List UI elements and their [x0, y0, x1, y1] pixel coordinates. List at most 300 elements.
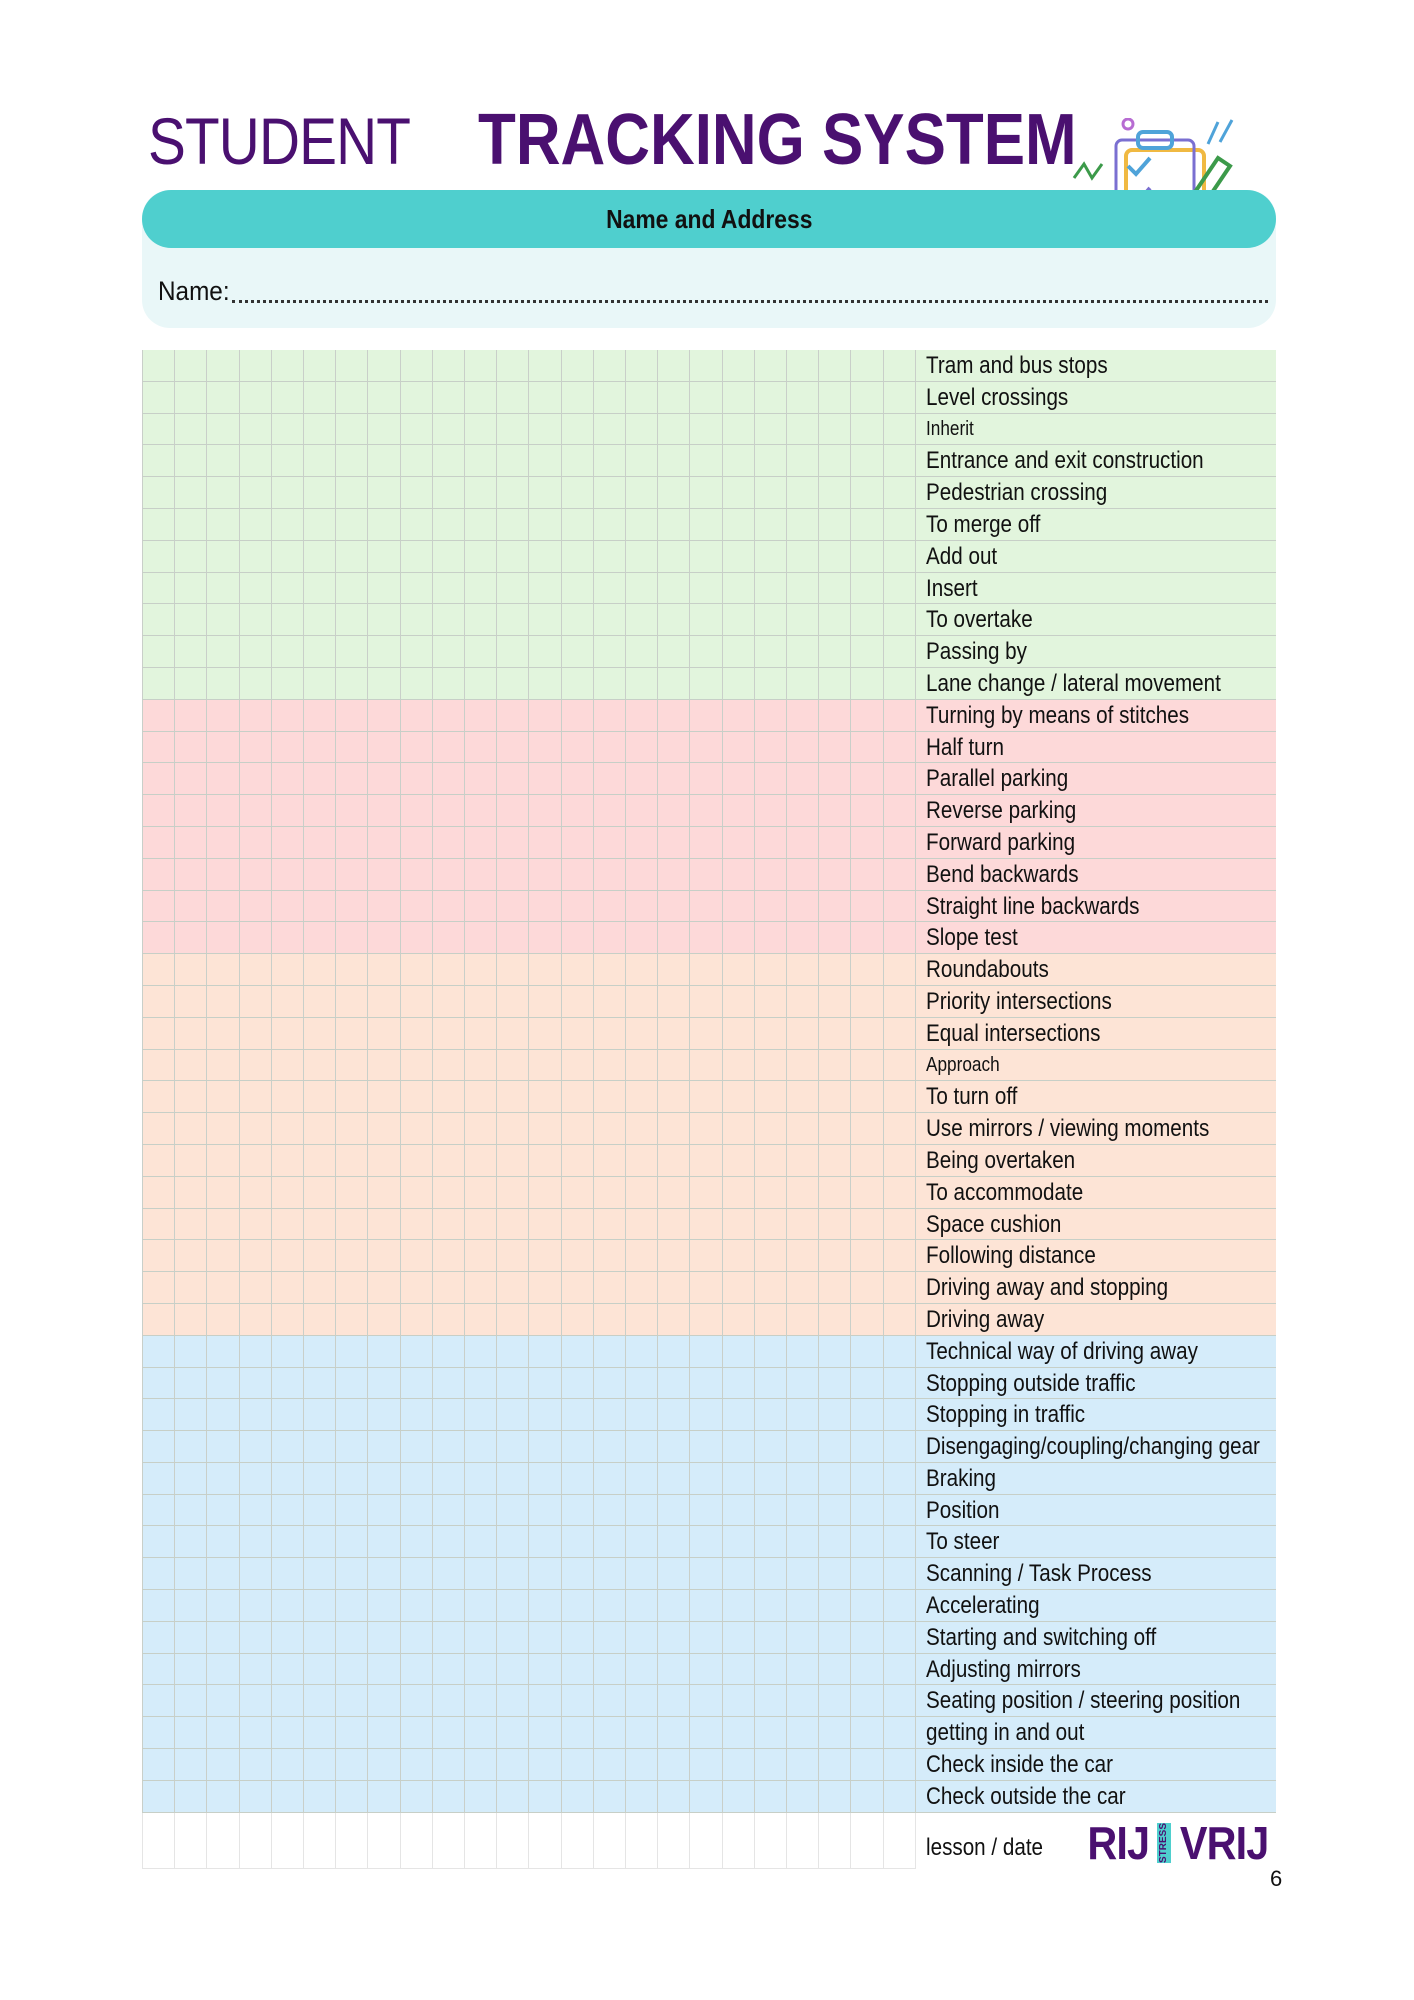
tick-cell[interactable] [304, 541, 336, 572]
tick-cell[interactable] [658, 668, 690, 699]
tick-cell[interactable] [240, 732, 272, 763]
tick-cell[interactable] [755, 700, 787, 731]
tick-cell[interactable] [529, 573, 561, 604]
tick-cell[interactable] [626, 1526, 658, 1557]
tick-cell[interactable] [787, 954, 819, 985]
tick-cell[interactable] [368, 827, 400, 858]
tick-cell[interactable] [787, 668, 819, 699]
tick-cell[interactable] [143, 1622, 175, 1653]
tick-cell[interactable] [497, 1399, 529, 1430]
tick-cell[interactable] [304, 700, 336, 731]
tick-cell[interactable] [626, 350, 658, 381]
tick-cell[interactable] [336, 1113, 368, 1144]
tick-cell[interactable] [690, 954, 722, 985]
tick-cell[interactable] [626, 604, 658, 635]
tick-cell[interactable] [465, 827, 497, 858]
tick-cell[interactable] [240, 1368, 272, 1399]
tick-cell[interactable] [497, 1622, 529, 1653]
tick-cell[interactable] [626, 1558, 658, 1589]
tick-cell[interactable] [465, 1654, 497, 1685]
tick-cell[interactable] [723, 1113, 755, 1144]
tick-cell[interactable] [594, 541, 626, 572]
tick-cell[interactable] [819, 1749, 851, 1780]
tick-cell[interactable] [272, 827, 304, 858]
tick-cell[interactable] [690, 1654, 722, 1685]
tick-cell[interactable] [304, 1685, 336, 1716]
tick-cell[interactable] [658, 1145, 690, 1176]
tick-cell[interactable] [368, 604, 400, 635]
tick-cell[interactable] [787, 1209, 819, 1240]
tick-cell[interactable] [529, 859, 561, 890]
tick-cell[interactable] [529, 1368, 561, 1399]
tick-cell[interactable] [368, 445, 400, 476]
tick-cell[interactable] [433, 1431, 465, 1462]
tick-cell[interactable] [497, 891, 529, 922]
tick-cell[interactable] [594, 1431, 626, 1462]
tick-cell[interactable] [207, 954, 239, 985]
tick-cell[interactable] [755, 1590, 787, 1621]
tick-cell[interactable] [690, 1590, 722, 1621]
tick-cell[interactable] [304, 1717, 336, 1748]
tick-cell[interactable] [175, 795, 207, 826]
tick-cell[interactable] [723, 1526, 755, 1557]
tick-cell[interactable] [819, 859, 851, 890]
tick-cell[interactable] [658, 1749, 690, 1780]
tick-cell[interactable] [143, 1145, 175, 1176]
tick-cell[interactable] [143, 1081, 175, 1112]
tick-cell[interactable] [884, 922, 916, 953]
tick-cell[interactable] [851, 1240, 883, 1271]
tick-cell[interactable] [594, 1685, 626, 1716]
tick-cell[interactable] [304, 891, 336, 922]
tick-cell[interactable] [851, 1526, 883, 1557]
tick-cell[interactable] [884, 1050, 916, 1081]
tick-cell[interactable] [240, 1113, 272, 1144]
tick-cell[interactable] [884, 1749, 916, 1780]
tick-cell[interactable] [755, 573, 787, 604]
tick-cell[interactable] [272, 1781, 304, 1812]
tick-cell[interactable] [175, 1526, 207, 1557]
tick-cell[interactable] [272, 509, 304, 540]
tick-cell[interactable] [240, 1558, 272, 1589]
tick-cell[interactable] [336, 1495, 368, 1526]
tick-cell[interactable] [529, 1240, 561, 1271]
tick-cell[interactable] [658, 541, 690, 572]
tick-cell[interactable] [336, 1304, 368, 1335]
tick-cell[interactable] [465, 1685, 497, 1716]
tick-cell[interactable] [594, 1495, 626, 1526]
tick-cell[interactable] [723, 1272, 755, 1303]
tick-cell[interactable] [819, 763, 851, 794]
tick-cell[interactable] [562, 1145, 594, 1176]
tick-cell[interactable] [240, 891, 272, 922]
tick-cell[interactable] [497, 1177, 529, 1208]
tick-cell[interactable] [819, 1399, 851, 1430]
tick-cell[interactable] [884, 1399, 916, 1430]
tick-cell[interactable] [529, 509, 561, 540]
tick-cell[interactable] [884, 763, 916, 794]
tick-cell[interactable] [272, 1526, 304, 1557]
tick-cell[interactable] [240, 1240, 272, 1271]
tick-cell[interactable] [433, 382, 465, 413]
tick-cell[interactable] [401, 1018, 433, 1049]
tick-cell[interactable] [819, 573, 851, 604]
tick-cell[interactable] [626, 1431, 658, 1462]
tick-cell[interactable] [497, 1050, 529, 1081]
tick-cell[interactable] [304, 1113, 336, 1144]
tick-cell[interactable] [336, 1018, 368, 1049]
tick-cell[interactable] [401, 573, 433, 604]
tick-cell[interactable] [336, 859, 368, 890]
tick-cell[interactable] [529, 700, 561, 731]
tick-cell[interactable] [240, 827, 272, 858]
tick-cell[interactable] [336, 1177, 368, 1208]
tick-cell[interactable] [723, 573, 755, 604]
tick-cell[interactable] [658, 604, 690, 635]
tick-cell[interactable] [755, 604, 787, 635]
tick-cell[interactable] [336, 1240, 368, 1271]
tick-cell[interactable] [433, 1368, 465, 1399]
tick-cell[interactable] [401, 1526, 433, 1557]
tick-cell[interactable] [336, 1654, 368, 1685]
tick-cell[interactable] [272, 541, 304, 572]
tick-cell[interactable] [562, 700, 594, 731]
tick-cell[interactable] [819, 509, 851, 540]
tick-cell[interactable] [594, 763, 626, 794]
tick-cell[interactable] [529, 1304, 561, 1335]
tick-cell[interactable] [594, 795, 626, 826]
tick-cell[interactable] [368, 795, 400, 826]
tick-cell[interactable] [272, 1081, 304, 1112]
tick-cell[interactable] [755, 1717, 787, 1748]
tick-cell[interactable] [529, 1781, 561, 1812]
tick-cell[interactable] [304, 1813, 336, 1869]
tick-cell[interactable] [336, 827, 368, 858]
tick-cell[interactable] [626, 1813, 658, 1869]
tick-cell[interactable] [272, 1654, 304, 1685]
tick-cell[interactable] [658, 891, 690, 922]
tick-cell[interactable] [787, 636, 819, 667]
tick-cell[interactable] [819, 1018, 851, 1049]
tick-cell[interactable] [401, 1781, 433, 1812]
tick-cell[interactable] [690, 922, 722, 953]
tick-cell[interactable] [433, 604, 465, 635]
tick-cell[interactable] [272, 1177, 304, 1208]
tick-cell[interactable] [787, 573, 819, 604]
tick-cell[interactable] [433, 1654, 465, 1685]
tick-cell[interactable] [626, 477, 658, 508]
tick-cell[interactable] [401, 922, 433, 953]
tick-cell[interactable] [884, 827, 916, 858]
tick-cell[interactable] [368, 477, 400, 508]
tick-cell[interactable] [626, 859, 658, 890]
tick-cell[interactable] [658, 1113, 690, 1144]
tick-cell[interactable] [562, 922, 594, 953]
tick-cell[interactable] [626, 1304, 658, 1335]
tick-cell[interactable] [401, 700, 433, 731]
tick-cell[interactable] [626, 1209, 658, 1240]
tick-cell[interactable] [562, 1431, 594, 1462]
tick-cell[interactable] [465, 891, 497, 922]
tick-cell[interactable] [723, 636, 755, 667]
tick-cell[interactable] [658, 732, 690, 763]
tick-cell[interactable] [884, 1336, 916, 1367]
tick-cell[interactable] [723, 1654, 755, 1685]
tick-cell[interactable] [497, 954, 529, 985]
tick-cell[interactable] [497, 1590, 529, 1621]
tick-cell[interactable] [240, 859, 272, 890]
tick-cell[interactable] [433, 859, 465, 890]
tick-cell[interactable] [529, 668, 561, 699]
tick-cell[interactable] [851, 573, 883, 604]
tick-cell[interactable] [497, 414, 529, 445]
tick-cell[interactable] [562, 1590, 594, 1621]
tick-cell[interactable] [626, 1685, 658, 1716]
tick-cell[interactable] [304, 1463, 336, 1494]
tick-cell[interactable] [207, 604, 239, 635]
tick-cell[interactable] [658, 350, 690, 381]
tick-cell[interactable] [884, 1368, 916, 1399]
tick-cell[interactable] [272, 414, 304, 445]
tick-cell[interactable] [207, 1717, 239, 1748]
tick-cell[interactable] [207, 1209, 239, 1240]
tick-cell[interactable] [304, 1495, 336, 1526]
tick-cell[interactable] [497, 1685, 529, 1716]
tick-cell[interactable] [626, 1590, 658, 1621]
tick-cell[interactable] [175, 1336, 207, 1367]
tick-cell[interactable] [207, 1368, 239, 1399]
tick-cell[interactable] [465, 414, 497, 445]
tick-cell[interactable] [401, 1272, 433, 1303]
tick-cell[interactable] [723, 1336, 755, 1367]
tick-cell[interactable] [755, 1113, 787, 1144]
tick-cell[interactable] [690, 1495, 722, 1526]
tick-cell[interactable] [658, 1399, 690, 1430]
tick-cell[interactable] [787, 795, 819, 826]
tick-cell[interactable] [465, 509, 497, 540]
tick-cell[interactable] [497, 1081, 529, 1112]
tick-cell[interactable] [787, 541, 819, 572]
tick-cell[interactable] [497, 700, 529, 731]
tick-cell[interactable] [562, 1368, 594, 1399]
tick-cell[interactable] [690, 1368, 722, 1399]
tick-cell[interactable] [143, 922, 175, 953]
tick-cell[interactable] [368, 382, 400, 413]
tick-cell[interactable] [787, 763, 819, 794]
tick-cell[interactable] [851, 954, 883, 985]
tick-cell[interactable] [465, 700, 497, 731]
tick-cell[interactable] [207, 827, 239, 858]
tick-cell[interactable] [465, 1145, 497, 1176]
tick-cell[interactable] [497, 859, 529, 890]
tick-cell[interactable] [851, 859, 883, 890]
tick-cell[interactable] [819, 1622, 851, 1653]
tick-cell[interactable] [851, 700, 883, 731]
tick-cell[interactable] [433, 922, 465, 953]
tick-cell[interactable] [336, 922, 368, 953]
tick-cell[interactable] [465, 1526, 497, 1557]
tick-cell[interactable] [884, 1463, 916, 1494]
tick-cell[interactable] [529, 1018, 561, 1049]
tick-cell[interactable] [207, 1177, 239, 1208]
tick-cell[interactable] [562, 1813, 594, 1869]
tick-cell[interactable] [690, 1113, 722, 1144]
tick-cell[interactable] [401, 445, 433, 476]
tick-cell[interactable] [143, 636, 175, 667]
tick-cell[interactable] [240, 509, 272, 540]
tick-cell[interactable] [240, 477, 272, 508]
tick-cell[interactable] [658, 445, 690, 476]
tick-cell[interactable] [497, 1495, 529, 1526]
tick-cell[interactable] [562, 1685, 594, 1716]
tick-cell[interactable] [175, 1272, 207, 1303]
tick-cell[interactable] [143, 795, 175, 826]
tick-cell[interactable] [175, 1177, 207, 1208]
tick-cell[interactable] [787, 1558, 819, 1589]
tick-cell[interactable] [368, 954, 400, 985]
tick-cell[interactable] [819, 891, 851, 922]
tick-cell[interactable] [594, 922, 626, 953]
tick-cell[interactable] [594, 509, 626, 540]
tick-cell[interactable] [723, 986, 755, 1017]
tick-cell[interactable] [433, 1813, 465, 1869]
tick-cell[interactable] [626, 891, 658, 922]
tick-cell[interactable] [240, 445, 272, 476]
tick-cell[interactable] [562, 1304, 594, 1335]
tick-cell[interactable] [207, 1240, 239, 1271]
tick-cell[interactable] [207, 509, 239, 540]
tick-cell[interactable] [884, 1177, 916, 1208]
tick-cell[interactable] [368, 1590, 400, 1621]
tick-cell[interactable] [690, 700, 722, 731]
tick-cell[interactable] [626, 573, 658, 604]
tick-cell[interactable] [497, 1336, 529, 1367]
tick-cell[interactable] [562, 1399, 594, 1430]
tick-cell[interactable] [465, 795, 497, 826]
tick-cell[interactable] [690, 668, 722, 699]
tick-cell[interactable] [562, 350, 594, 381]
tick-cell[interactable] [433, 1177, 465, 1208]
tick-cell[interactable] [787, 1431, 819, 1462]
tick-cell[interactable] [562, 1654, 594, 1685]
tick-cell[interactable] [851, 1431, 883, 1462]
tick-cell[interactable] [240, 922, 272, 953]
tick-cell[interactable] [207, 573, 239, 604]
tick-cell[interactable] [143, 477, 175, 508]
tick-cell[interactable] [207, 1272, 239, 1303]
tick-cell[interactable] [304, 1304, 336, 1335]
tick-cell[interactable] [401, 732, 433, 763]
tick-cell[interactable] [819, 1463, 851, 1494]
tick-cell[interactable] [690, 477, 722, 508]
tick-cell[interactable] [529, 1050, 561, 1081]
tick-cell[interactable] [497, 732, 529, 763]
tick-cell[interactable] [304, 1209, 336, 1240]
tick-cell[interactable] [240, 382, 272, 413]
tick-cell[interactable] [465, 1018, 497, 1049]
tick-cell[interactable] [851, 636, 883, 667]
tick-cell[interactable] [755, 891, 787, 922]
tick-cell[interactable] [755, 509, 787, 540]
tick-cell[interactable] [690, 604, 722, 635]
tick-cell[interactable] [497, 477, 529, 508]
tick-cell[interactable] [690, 763, 722, 794]
tick-cell[interactable] [143, 1558, 175, 1589]
tick-cell[interactable] [304, 954, 336, 985]
tick-cell[interactable] [465, 763, 497, 794]
tick-cell[interactable] [755, 1272, 787, 1303]
tick-cell[interactable] [272, 1240, 304, 1271]
tick-cell[interactable] [207, 445, 239, 476]
tick-cell[interactable] [240, 1654, 272, 1685]
tick-cell[interactable] [272, 1717, 304, 1748]
tick-cell[interactable] [240, 541, 272, 572]
tick-cell[interactable] [465, 1113, 497, 1144]
tick-cell[interactable] [529, 986, 561, 1017]
tick-cell[interactable] [884, 414, 916, 445]
tick-cell[interactable] [497, 509, 529, 540]
tick-cell[interactable] [851, 1145, 883, 1176]
tick-cell[interactable] [401, 382, 433, 413]
tick-cell[interactable] [529, 541, 561, 572]
tick-cell[interactable] [690, 986, 722, 1017]
tick-cell[interactable] [658, 1685, 690, 1716]
tick-cell[interactable] [368, 1813, 400, 1869]
tick-cell[interactable] [658, 1526, 690, 1557]
tick-cell[interactable] [529, 1113, 561, 1144]
tick-cell[interactable] [594, 1050, 626, 1081]
tick-cell[interactable] [529, 891, 561, 922]
tick-cell[interactable] [562, 1495, 594, 1526]
tick-cell[interactable] [787, 1240, 819, 1271]
tick-cell[interactable] [272, 700, 304, 731]
tick-cell[interactable] [368, 891, 400, 922]
tick-cell[interactable] [465, 732, 497, 763]
tick-cell[interactable] [304, 1749, 336, 1780]
tick-cell[interactable] [562, 954, 594, 985]
tick-cell[interactable] [755, 1495, 787, 1526]
tick-cell[interactable] [819, 922, 851, 953]
tick-cell[interactable] [143, 1431, 175, 1462]
tick-cell[interactable] [465, 1177, 497, 1208]
tick-cell[interactable] [723, 1145, 755, 1176]
tick-cell[interactable] [401, 1749, 433, 1780]
tick-cell[interactable] [240, 414, 272, 445]
tick-cell[interactable] [787, 1781, 819, 1812]
tick-cell[interactable] [529, 922, 561, 953]
tick-cell[interactable] [723, 1590, 755, 1621]
tick-cell[interactable] [529, 1081, 561, 1112]
tick-cell[interactable] [626, 1050, 658, 1081]
tick-cell[interactable] [175, 1399, 207, 1430]
tick-cell[interactable] [304, 509, 336, 540]
tick-cell[interactable] [594, 1209, 626, 1240]
tick-cell[interactable] [529, 350, 561, 381]
tick-cell[interactable] [819, 700, 851, 731]
tick-cell[interactable] [562, 986, 594, 1017]
tick-cell[interactable] [497, 541, 529, 572]
tick-cell[interactable] [755, 859, 787, 890]
tick-cell[interactable] [755, 827, 787, 858]
tick-cell[interactable] [465, 986, 497, 1017]
tick-cell[interactable] [658, 1018, 690, 1049]
tick-cell[interactable] [143, 891, 175, 922]
tick-cell[interactable] [240, 636, 272, 667]
tick-cell[interactable] [755, 414, 787, 445]
tick-cell[interactable] [336, 1622, 368, 1653]
tick-cell[interactable] [401, 509, 433, 540]
tick-cell[interactable] [626, 1495, 658, 1526]
